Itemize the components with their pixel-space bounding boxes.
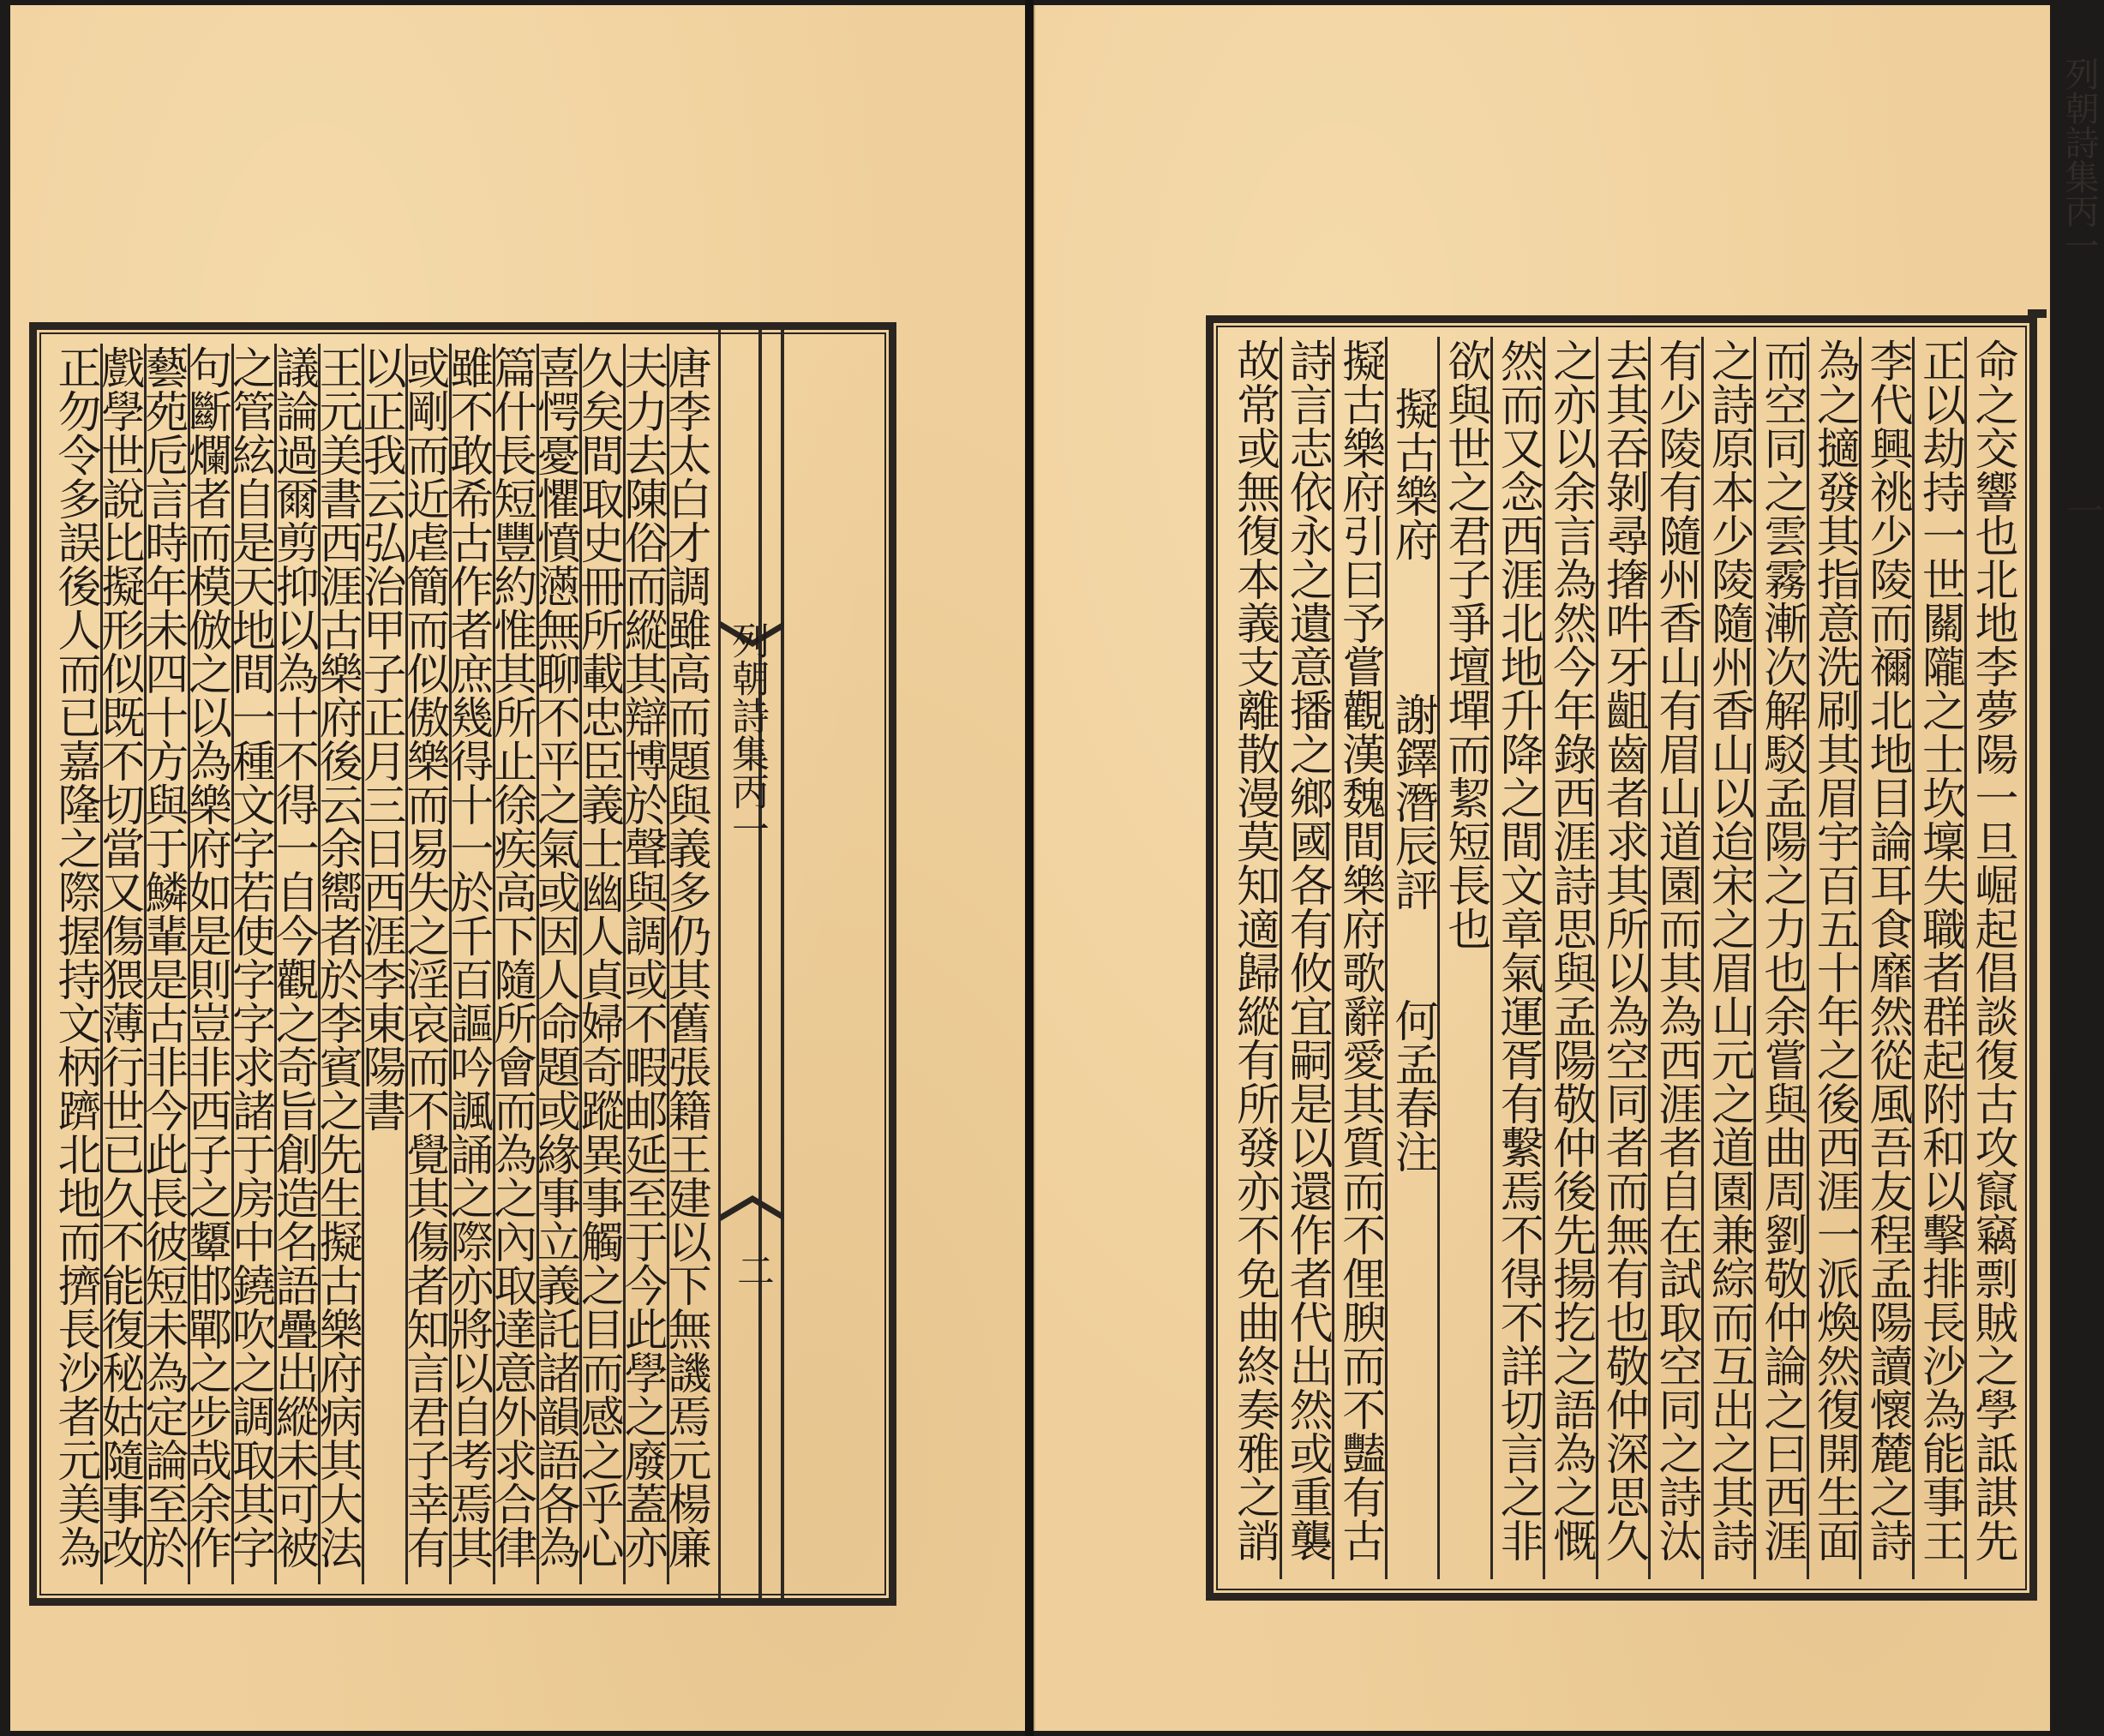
section-title-column: 擬古樂府 謝鐸潛辰評 何孟春注 <box>1385 337 1438 1579</box>
text-column: 以正我云弘治甲子正月三日西涯李東陽書 <box>362 344 405 1584</box>
text-column: 為之擿發其指意洗刷其眉宇百五十年之後西涯一派煥然復開生面 <box>1807 337 1860 1579</box>
text-column: 唐李太白才調雖高而題與義多仍其舊張籍王建以下無譏焉元楊廉 <box>667 344 710 1584</box>
text-column: 故常或無復本義支離散漫莫知適歸縱有所發亦不免曲終奏雅之誚 <box>1228 338 1280 1562</box>
text-column: 夫力去陳俗而縱其辯博於聲與調或不暇邮延至于今此學之廢蓋亦 <box>623 344 667 1584</box>
text-column: 句斷爛者而模倣之以為樂府如是則豈非西子之顰邯鄲之步哉余作 <box>188 344 231 1584</box>
center-strip <box>718 330 889 1598</box>
text-column: 喜愕憂懼憤懣無聊不平之氣或因人命題或緣事立義託諸韻語各為 <box>536 344 580 1584</box>
text-column: 有少陵有隨州香山有眉山道園而其為西涯者自在試取空同之詩汰 <box>1648 337 1701 1579</box>
center-strip-leaf-number: 二 <box>730 1251 774 1289</box>
text-column: 之詩原本少陵隨州香山以迨宋之眉山元之道園兼綜而互出之其詩 <box>1701 337 1754 1579</box>
right-text-frame <box>1206 315 2037 1601</box>
book-gutter <box>1025 0 1034 1736</box>
text-column: 或剛而近虐簡而似傲樂而易失之淫哀而不覺其傷者知言君子幸有 <box>405 344 449 1584</box>
left-text-columns <box>49 344 710 1584</box>
text-column: 李代興祧少陵而禰北地目論耳食靡然從風吾友程孟陽讀懷麓之詩 <box>1859 337 1912 1579</box>
left-text-frame <box>29 322 896 1606</box>
left-leaf <box>10 5 1027 1731</box>
text-column: 去其吞剝尋撦吽牙齟齒者求其所以為空同者而無有也敬仲深思久 <box>1596 337 1649 1579</box>
text-column: 正勿令多誤後人而已嘉隆之際握持文柄躋北地而擠長沙者元美為 <box>49 345 100 1569</box>
text-column: 詩言志依永之遺意播之鄉國各有攸宜嗣是以還作者代出然或重襲 <box>1280 337 1333 1579</box>
right-text-columns <box>1229 337 2017 1579</box>
text-column: 擬古樂府引曰予嘗觀漢魏間樂府歌辭愛其質而不俚腴而不豔有古 <box>1332 337 1385 1579</box>
text-column: 命之交響也北地李夢陽一旦崛起倡談復古攻竄竊剽賊之學詆諆先 <box>1964 337 2017 1579</box>
center-strip-title: 列朝詩集丙一 <box>725 621 769 847</box>
text-column: 雖不敢希古作者庶幾得十一於千百謳吟諷誦之際亦將以自考焉其 <box>449 344 493 1584</box>
text-column: 戲學世說比擬形似既不切當又傷猥薄行世已久不能復秘姑隨事改 <box>100 344 144 1584</box>
text-column: 而空同之雲霧漸次解駁孟陽之力也余嘗與曲周劉敬仲論之曰西涯 <box>1753 337 1807 1579</box>
fold-line <box>781 330 784 1598</box>
text-column: 然而又念西涯北地升降之間文章氣運胥有繫焉不得不詳切言之非 <box>1490 337 1544 1579</box>
text-column: 之管絃自是天地間一種文字若使字字求諸于房中鐃吹之調取其字 <box>231 344 275 1584</box>
text-column: 藝苑卮言時年未四十方與于鱗輩是古非今此長彼短未為定論至於 <box>144 344 188 1584</box>
text-column: 之亦以余言為然今年錄西涯詩思與孟陽敬仲後先揚扢之語為之慨 <box>1543 337 1596 1579</box>
text-column: 久矣間取史冊所載忠臣義士幽人貞婦奇蹤異事觸之目而感之乎心 <box>579 344 623 1584</box>
fore-edge-label: 列朝詩集丙一 <box>2059 57 2099 262</box>
sheet-number: 一 <box>2066 490 2104 534</box>
fold-line <box>758 330 762 1598</box>
fish-tail-mark <box>721 1195 784 1221</box>
right-leaf <box>1034 5 2104 1731</box>
frame-corner-mark <box>2028 309 2047 318</box>
text-column: 正以劫持一世關隴之士坎壈失職者群起附和以擊排長沙為能事王 <box>1912 337 1965 1579</box>
text-column: 欲與世之君子爭壇墠而絜短長也 <box>1437 337 1490 1579</box>
text-column: 議論過爾剪抑以為十不得一自今觀之奇旨創造名語疊出縱未可被 <box>274 344 318 1584</box>
text-column: 篇什長短豐約惟其所止徐疾高下隨所會而為之內取達意外求合律 <box>493 344 536 1584</box>
text-column: 王元美書西涯古樂府後云余嚮者於李賓之先生擬古樂府病其大法 <box>318 344 362 1584</box>
